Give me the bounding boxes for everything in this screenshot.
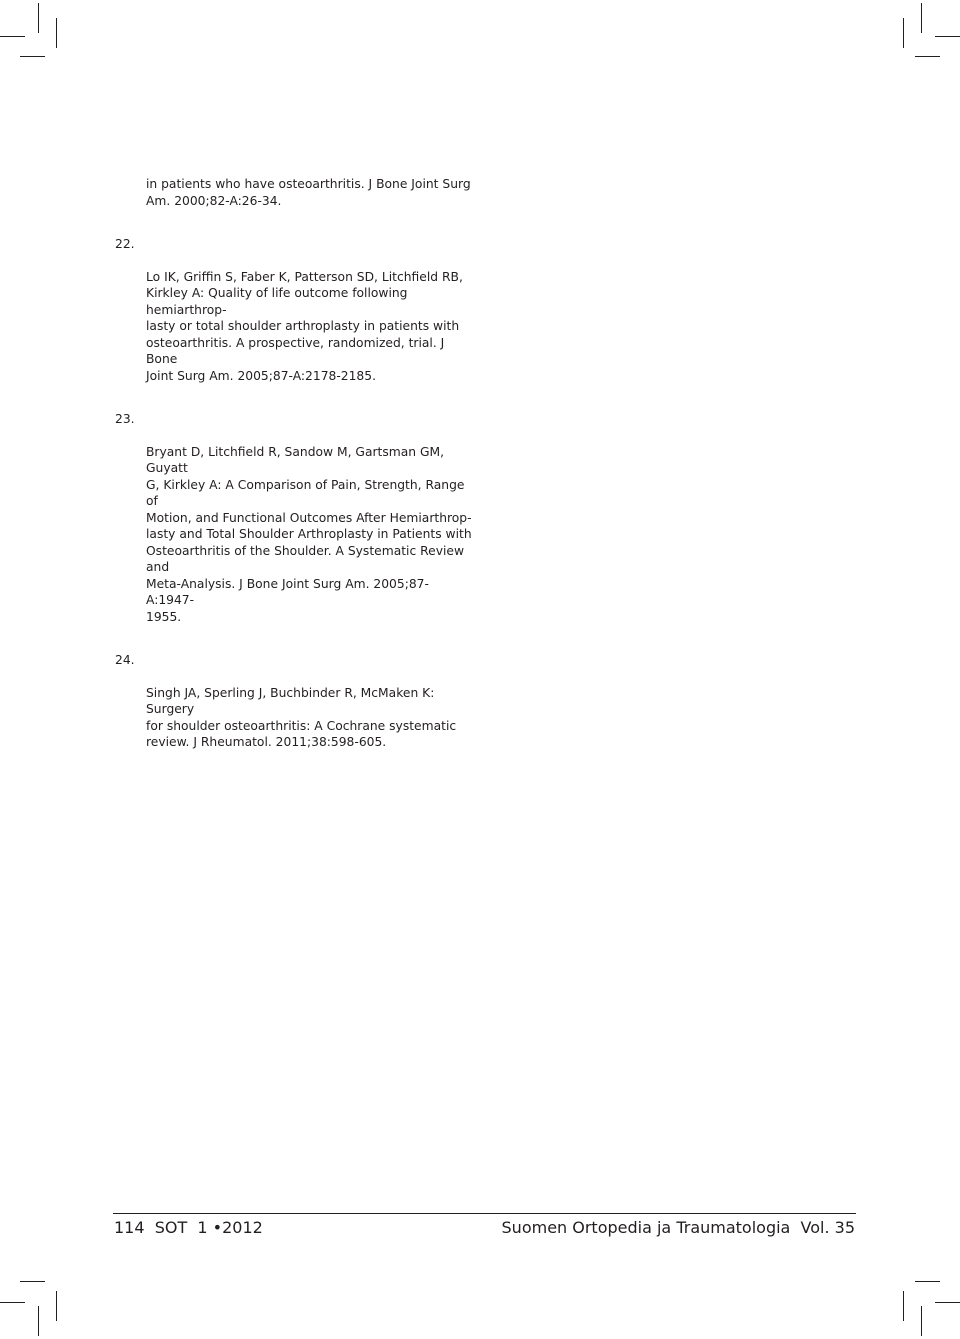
crop-mark	[56, 18, 57, 48]
crop-mark	[0, 36, 25, 37]
crop-mark	[935, 36, 960, 37]
reference-text: Bryant D, Litchfield R, Sandow M, Gartsman GM, Guyatt G, Kirkley A: A Comparison of Pain, Strength, Range of Motion, and Functional Outcomes After Hemiarthrop- lasty and Total Shoulder Arthroplasty in Patients with Osteoarthritis of the Shoulder. A Systematic Review and Meta-Analysis. J Bone Joint Surg Am. 2005;87-A:1947- 1955.	[146, 444, 472, 624]
footer-page-info: 114 SOT 1 •2012	[114, 1218, 263, 1237]
reference-item	[115, 411, 475, 642]
crop-mark	[915, 1281, 940, 1282]
crop-mark	[921, 3, 922, 33]
crop-mark	[56, 1291, 57, 1321]
crop-mark	[921, 1306, 922, 1336]
reference-text: Singh JA, Sperling J, Buchbinder R, McMaken K: Surgery for shoulder osteoarthritis: A Cochrane systematic review. J Rheumatol. 2011;38:598-605.	[146, 685, 457, 749]
reference-number: 22.	[115, 236, 135, 251]
crop-mark	[903, 1291, 904, 1321]
reference-list	[115, 143, 475, 767]
reference-item	[115, 652, 475, 768]
footer-rule	[113, 1213, 856, 1214]
crop-mark	[20, 1281, 45, 1282]
reference-number: 23.	[115, 411, 135, 426]
crop-mark	[38, 3, 39, 33]
reference-item	[115, 236, 475, 401]
reference-text: Lo IK, Griffin S, Faber K, Patterson SD, Litchfield RB, Kirkley A: Quality of life outcome following hemiarthrop- lasty or total shoulder arthroplasty in patients with osteoarthritis. A prospective, randomized, trial. J Bone Joint Surg Am. 2005;87-A:2178-2185.	[146, 269, 463, 383]
crop-mark	[903, 18, 904, 48]
crop-mark	[20, 56, 45, 57]
crop-mark	[38, 1306, 39, 1336]
footer-journal-title: Suomen Ortopedia ja Traumatologia Vol. 35	[501, 1218, 855, 1237]
crop-mark	[935, 1302, 960, 1303]
reference-text: in patients who have osteoarthritis. J Bone Joint Surg Am. 2000;82-A:26-34.	[146, 177, 471, 208]
reference-number: 24.	[115, 652, 135, 667]
crop-mark	[915, 56, 940, 57]
crop-mark	[0, 1302, 25, 1303]
reference-item	[115, 143, 475, 226]
